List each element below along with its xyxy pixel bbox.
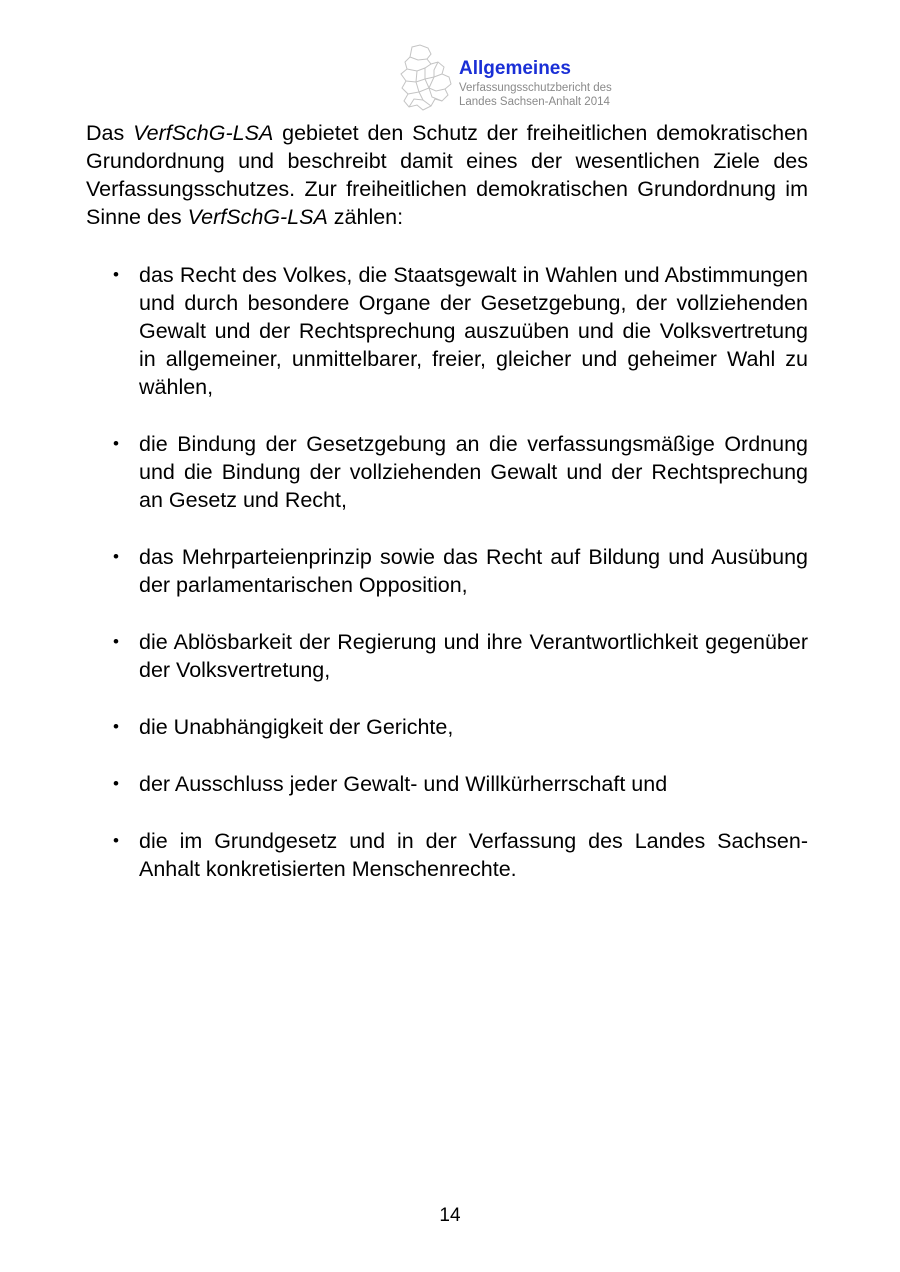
bullet-icon: • xyxy=(113,434,119,453)
list-item-text: die Ablösbarkeit der Regierung und ihre Verantwortlichkeit gegenüber der Volksvertretung, xyxy=(139,630,808,682)
list-item xyxy=(86,827,808,883)
list-item-text: die Unabhängigkeit der Gerichte, xyxy=(139,715,454,739)
main-content xyxy=(86,119,808,912)
list-item-text: das Mehrparteienprinzip sowie das Recht auf Bildung und Ausübung der parlamentarischen Opposition, xyxy=(139,545,808,597)
list-item-text: der Ausschluss jeder Gewalt- und Willkürherrschaft und xyxy=(139,772,668,796)
page-header xyxy=(398,44,698,116)
bullet-icon: • xyxy=(113,717,119,736)
report-subtitle-line1: Verfassungsschutzbericht des xyxy=(459,82,612,94)
list-item-text: die Bindung der Gesetzgebung an die verfassungsmäßige Ordnung und die Bindung der vollziehenden Gewalt und der Rechtsprechung an Gesetz und Recht, xyxy=(139,432,808,512)
report-subtitle-line2: Landes Sachsen-Anhalt 2014 xyxy=(459,96,610,108)
list-item-text: die im Grundgesetz und in der Verfassung des Landes Sachsen-Anhalt konkretisierten Menschenrechte. xyxy=(139,829,808,881)
list-item xyxy=(86,543,808,599)
bullet-icon: • xyxy=(113,265,119,284)
list-item xyxy=(86,770,808,798)
law-abbreviation: VerfSchG-LSA xyxy=(133,121,274,145)
bullet-icon: • xyxy=(113,547,119,566)
bullet-icon: • xyxy=(113,632,119,651)
page-number: 14 xyxy=(439,1205,461,1226)
law-abbreviation: VerfSchG-LSA xyxy=(187,205,328,229)
intro-text-1: Das xyxy=(86,121,134,145)
section-title: Allgemeines xyxy=(459,58,571,79)
intro-text-3: zählen: xyxy=(327,205,404,229)
list-item xyxy=(86,430,808,514)
sachsen-anhalt-map-icon xyxy=(398,44,464,114)
fdgo-list xyxy=(86,261,808,883)
bullet-icon: • xyxy=(113,774,119,793)
list-item xyxy=(86,628,808,684)
list-item xyxy=(86,713,808,741)
bullet-icon: • xyxy=(113,831,119,850)
list-item xyxy=(86,261,808,401)
intro-paragraph xyxy=(86,119,808,231)
intro-text-2: gebietet den Schutz der freiheitlichen demokratischen Grundordnung und beschreibt damit eines der wesentlichen Ziele des Verfassungsschutzes. Zur freiheitlichen demokratischen Grundordnung im Sinne des xyxy=(86,121,808,229)
list-item-text: das Recht des Volkes, die Staatsgewalt in Wahlen und Abstimmungen und durch besondere Organe der Gesetzgebung, der vollziehenden Gewalt und der Rechtsprechung auszuüben und die Volksvertretung in allgemeiner, unmittelbarer, freier, gleicher und geheimer Wahl zu wählen, xyxy=(139,263,808,399)
